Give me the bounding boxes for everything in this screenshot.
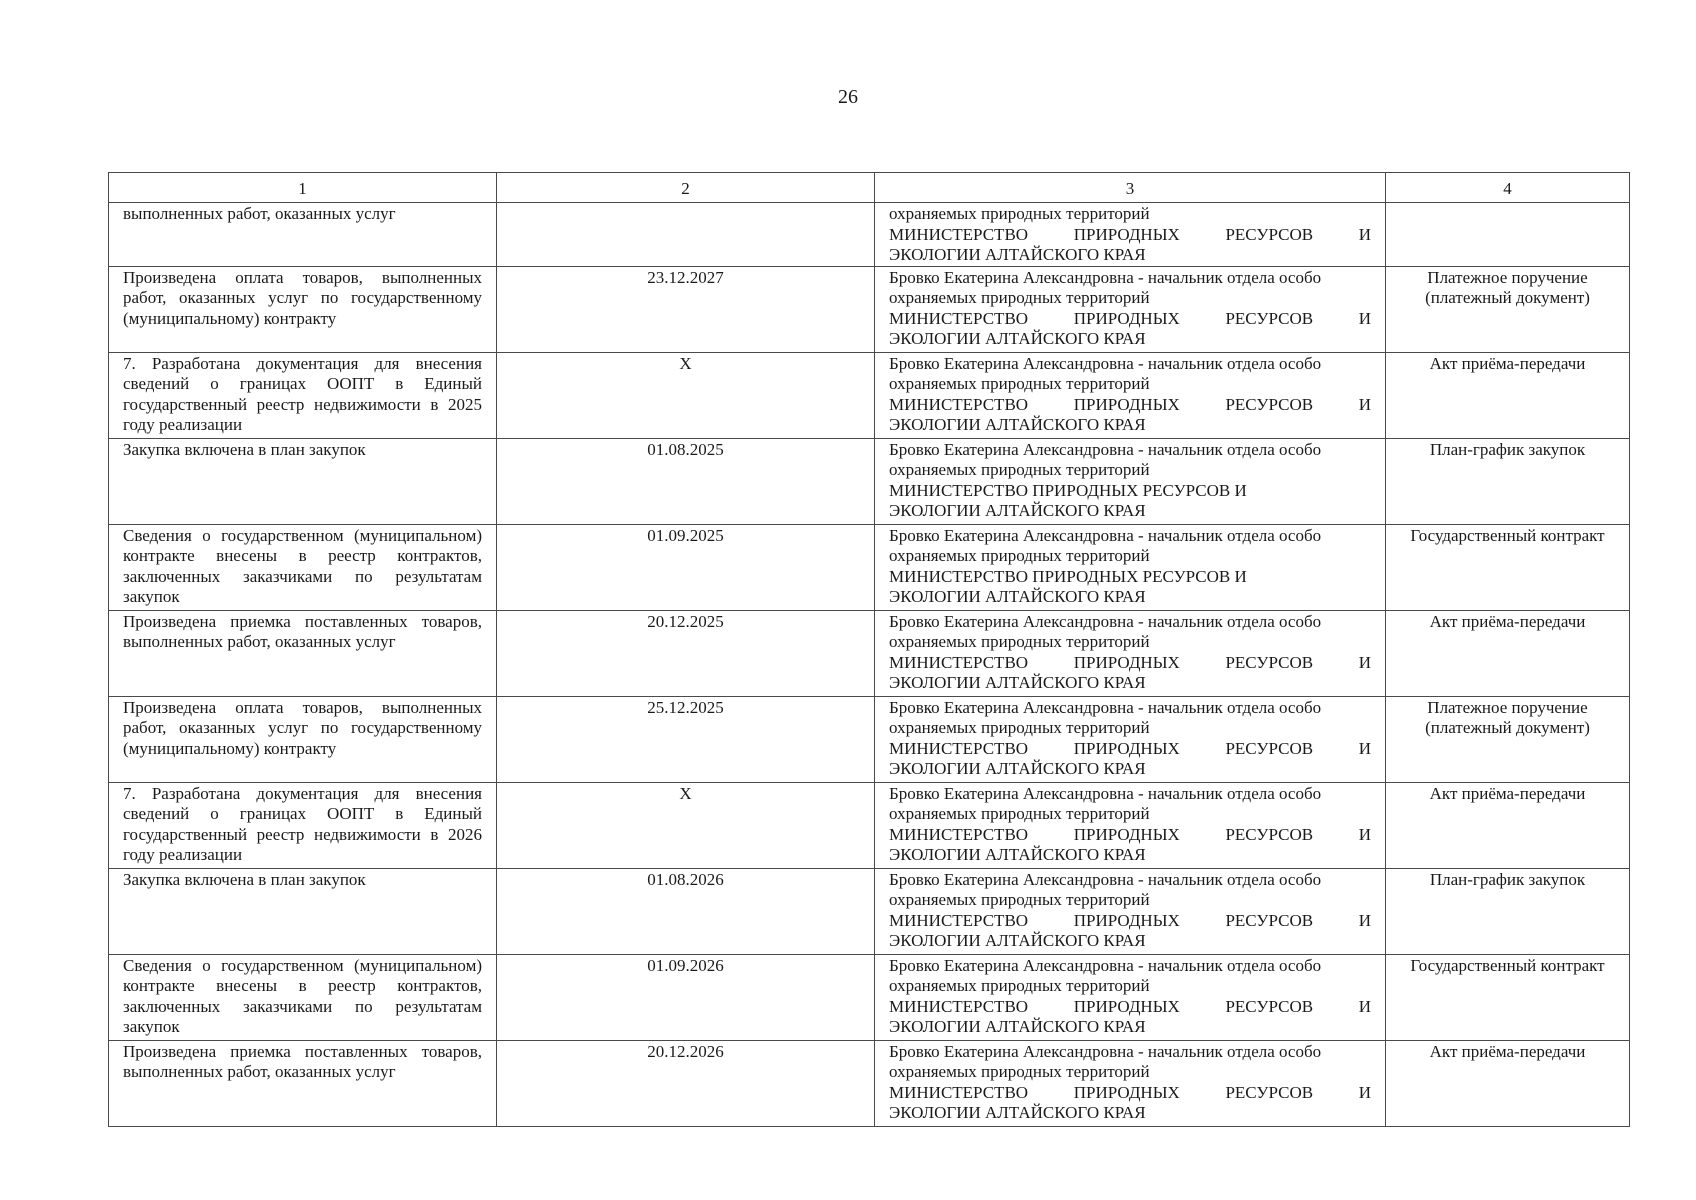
ministry-name-line2: ЭКОЛОГИИ АЛТАЙСКОГО КРАЯ <box>889 931 1146 950</box>
ministry-name: МИНИСТЕРСТВО ПРИРОДНЫХ РЕСУРСОВ И <box>889 566 1247 586</box>
activity-cell: Произведена приемка поставленных товаров, выполненных работ, оказанных услуг <box>109 610 497 696</box>
responsible-person: Бровко Екатерина Александровна - начальник отдела особо <box>889 439 1322 459</box>
column-header: 1 <box>109 173 497 203</box>
document-cell: Государственный контракт <box>1386 524 1630 610</box>
ministry-word: ПРИРОДНЫХ <box>1073 824 1180 844</box>
document-cell: Акт приёма-передачи <box>1386 352 1630 438</box>
document-cell: Государственный контракт <box>1386 954 1630 1040</box>
document-cell: Акт приёма-передачи <box>1386 1040 1630 1126</box>
ministry-word: И <box>1358 308 1371 328</box>
ministry-word: МИНИСТЕРСТВО <box>889 1082 1029 1102</box>
column-header: 3 <box>875 173 1386 203</box>
ministry-name-line2: ЭКОЛОГИИ АЛТАЙСКОГО КРАЯ <box>889 329 1146 348</box>
responsible-cell <box>875 696 1386 782</box>
ministry-word: РЕСУРСОВ <box>1225 224 1314 244</box>
ministry-word: И <box>1358 996 1371 1016</box>
department-name: охраняемых природных территорий <box>889 204 1150 223</box>
activity-cell: Закупка включена в план закупок <box>109 868 497 954</box>
table-row <box>109 203 1630 267</box>
department-name: охраняемых природных территорий <box>889 546 1150 565</box>
ministry-name <box>889 997 1371 1018</box>
document-cell: План-график закупок <box>1386 438 1630 524</box>
ministry-word: РЕСУРСОВ <box>1225 394 1314 414</box>
ministry-word: ПРИРОДНЫХ <box>1073 308 1180 328</box>
document-cell: Платежное поручение (платежный документ) <box>1386 696 1630 782</box>
responsible-cell <box>875 266 1386 352</box>
ministry-word: РЕСУРСОВ <box>1225 652 1314 672</box>
responsible-cell <box>875 610 1386 696</box>
responsible-person: Бровко Екатерина Александровна - начальник отдела особо <box>889 697 1322 717</box>
date-cell: X <box>497 352 875 438</box>
date-cell <box>497 203 875 267</box>
ministry-word: И <box>1358 738 1371 758</box>
table-row <box>109 610 1630 696</box>
ministry-name <box>889 911 1371 932</box>
date-cell: 01.08.2025 <box>497 438 875 524</box>
responsible-cell <box>875 438 1386 524</box>
table-row <box>109 266 1630 352</box>
table-body <box>109 203 1630 1127</box>
ministry-word: ПРИРОДНЫХ <box>1073 652 1180 672</box>
activity-cell: Произведена оплата товаров, выполненных работ, оказанных услуг по государственному (муниципальному) контракту <box>109 266 497 352</box>
responsible-cell <box>875 868 1386 954</box>
ministry-word: ПРИРОДНЫХ <box>1073 1082 1180 1102</box>
ministry-name: МИНИСТЕРСТВО ПРИРОДНЫХ РЕСУРСОВ И <box>889 480 1247 500</box>
department-name: охраняемых природных территорий <box>889 804 1150 823</box>
department-name: охраняемых природных территорий <box>889 288 1150 307</box>
ministry-word: РЕСУРСОВ <box>1225 308 1314 328</box>
responsible-person: Бровко Екатерина Александровна - начальник отдела особо <box>889 1041 1322 1061</box>
activity-cell: Произведена приемка поставленных товаров, выполненных работ, оказанных услуг <box>109 1040 497 1126</box>
ministry-name-line2: ЭКОЛОГИИ АЛТАЙСКОГО КРАЯ <box>889 845 1146 864</box>
ministry-word: РЕСУРСОВ <box>1225 1082 1314 1102</box>
responsible-person: Бровко Екатерина Александровна - начальник отдела особо <box>889 525 1322 545</box>
activity-cell: 7. Разработана документация для внесения сведений о границах ООПТ в Единый государственный реестр недвижимости в 2025 году реализации <box>109 352 497 438</box>
ministry-name-line2: ЭКОЛОГИИ АЛТАЙСКОГО КРАЯ <box>889 673 1146 692</box>
document-cell: План-график закупок <box>1386 868 1630 954</box>
header-row <box>109 173 1630 203</box>
date-cell: 25.12.2025 <box>497 696 875 782</box>
document-cell: Платежное поручение (платежный документ) <box>1386 266 1630 352</box>
ministry-word: И <box>1358 394 1371 414</box>
ministry-word: РЕСУРСОВ <box>1225 996 1314 1016</box>
activity-cell: Сведения о государственном (муниципальном) контракте внесены в реестр контрактов, заключенных заказчиками по результатам закупок <box>109 954 497 1040</box>
ministry-name <box>889 739 1371 760</box>
ministry-name-line2: ЭКОЛОГИИ АЛТАЙСКОГО КРАЯ <box>889 587 1146 606</box>
table-row <box>109 782 1630 868</box>
date-cell: 01.08.2026 <box>497 868 875 954</box>
ministry-word: МИНИСТЕРСТВО <box>889 824 1029 844</box>
ministry-word: РЕСУРСОВ <box>1225 910 1314 930</box>
responsible-cell <box>875 954 1386 1040</box>
table-row <box>109 954 1630 1040</box>
ministry-word: И <box>1358 1082 1371 1102</box>
ministry-word: МИНИСТЕРСТВО <box>889 910 1029 930</box>
ministry-word: МИНИСТЕРСТВО <box>889 738 1029 758</box>
ministry-word: МИНИСТЕРСТВО <box>889 308 1029 328</box>
table-row <box>109 1040 1630 1126</box>
department-name: охраняемых природных территорий <box>889 632 1150 651</box>
responsible-person: Бровко Екатерина Александровна - начальник отдела особо <box>889 611 1322 631</box>
table-row <box>109 696 1630 782</box>
department-name: охраняемых природных территорий <box>889 718 1150 737</box>
ministry-name-line2: ЭКОЛОГИИ АЛТАЙСКОГО КРАЯ <box>889 501 1146 520</box>
responsible-cell <box>875 203 1386 267</box>
ministry-word: ПРИРОДНЫХ <box>1073 910 1180 930</box>
ministry-name-line2: ЭКОЛОГИИ АЛТАЙСКОГО КРАЯ <box>889 415 1146 434</box>
department-name: охраняемых природных территорий <box>889 460 1150 479</box>
table-row <box>109 524 1630 610</box>
ministry-word: ПРИРОДНЫХ <box>1073 996 1180 1016</box>
department-name: охраняемых природных территорий <box>889 374 1150 393</box>
ministry-word: РЕСУРСОВ <box>1225 738 1314 758</box>
date-cell: 23.12.2027 <box>497 266 875 352</box>
column-header: 4 <box>1386 173 1630 203</box>
ministry-name <box>889 1083 1371 1104</box>
ministry-name <box>889 395 1371 416</box>
department-name: охраняемых природных территорий <box>889 976 1150 995</box>
column-header: 2 <box>497 173 875 203</box>
activity-cell: Произведена оплата товаров, выполненных работ, оказанных услуг по государственному (муниципальному) контракту <box>109 696 497 782</box>
table-row <box>109 438 1630 524</box>
date-cell: 01.09.2026 <box>497 954 875 1040</box>
activity-cell: Закупка включена в план закупок <box>109 438 497 524</box>
ministry-name <box>889 225 1371 246</box>
page-number: 26 <box>838 86 858 108</box>
date-cell: 20.12.2026 <box>497 1040 875 1126</box>
responsible-person: Бровко Екатерина Александровна - начальник отдела особо <box>889 869 1322 889</box>
ministry-word: ПРИРОДНЫХ <box>1073 738 1180 758</box>
department-name: охраняемых природных территорий <box>889 890 1150 909</box>
ministry-word: МИНИСТЕРСТВО <box>889 996 1029 1016</box>
ministry-name-line2: ЭКОЛОГИИ АЛТАЙСКОГО КРАЯ <box>889 759 1146 778</box>
table-row <box>109 868 1630 954</box>
ministry-word: И <box>1358 824 1371 844</box>
ministry-name-line2: ЭКОЛОГИИ АЛТАЙСКОГО КРАЯ <box>889 1103 1146 1122</box>
ministry-word: И <box>1358 910 1371 930</box>
ministry-name <box>889 825 1371 846</box>
ministry-word: И <box>1358 652 1371 672</box>
responsible-person: Бровко Екатерина Александровна - начальник отдела особо <box>889 353 1322 373</box>
department-name: охраняемых природных территорий <box>889 1062 1150 1081</box>
activity-cell: выполненных работ, оказанных услуг <box>109 203 497 267</box>
responsible-cell <box>875 352 1386 438</box>
date-cell: 20.12.2025 <box>497 610 875 696</box>
responsible-person: Бровко Екатерина Александровна - начальник отдела особо <box>889 955 1322 975</box>
activity-cell: Сведения о государственном (муниципальном) контракте внесены в реестр контрактов, заключенных заказчиками по результатам закупок <box>109 524 497 610</box>
responsible-person: Бровко Екатерина Александровна - начальник отдела особо <box>889 267 1322 287</box>
date-cell: X <box>497 782 875 868</box>
ministry-word: ПРИРОДНЫХ <box>1073 394 1180 414</box>
ministry-word: МИНИСТЕРСТВО <box>889 224 1029 244</box>
responsible-cell <box>875 1040 1386 1126</box>
ministry-name-line2: ЭКОЛОГИИ АЛТАЙСКОГО КРАЯ <box>889 1017 1146 1036</box>
document-cell <box>1386 203 1630 267</box>
ministry-word: МИНИСТЕРСТВО <box>889 652 1029 672</box>
activity-cell: 7. Разработана документация для внесения сведений о границах ООПТ в Единый государственный реестр недвижимости в 2026 году реализации <box>109 782 497 868</box>
ministry-word: И <box>1358 224 1371 244</box>
document-cell: Акт приёма-передачи <box>1386 782 1630 868</box>
ministry-name <box>889 653 1371 674</box>
date-cell: 01.09.2025 <box>497 524 875 610</box>
responsible-cell <box>875 782 1386 868</box>
ministry-name-line2: ЭКОЛОГИИ АЛТАЙСКОГО КРАЯ <box>889 245 1146 264</box>
responsible-person: Бровко Екатерина Александровна - начальник отдела особо <box>889 783 1322 803</box>
ministry-word: ПРИРОДНЫХ <box>1073 224 1180 244</box>
responsible-cell <box>875 524 1386 610</box>
ministry-name <box>889 309 1371 330</box>
document-cell: Акт приёма-передачи <box>1386 610 1630 696</box>
table-row <box>109 352 1630 438</box>
ministry-word: РЕСУРСОВ <box>1225 824 1314 844</box>
document-table <box>108 172 1630 1127</box>
ministry-word: МИНИСТЕРСТВО <box>889 394 1029 414</box>
